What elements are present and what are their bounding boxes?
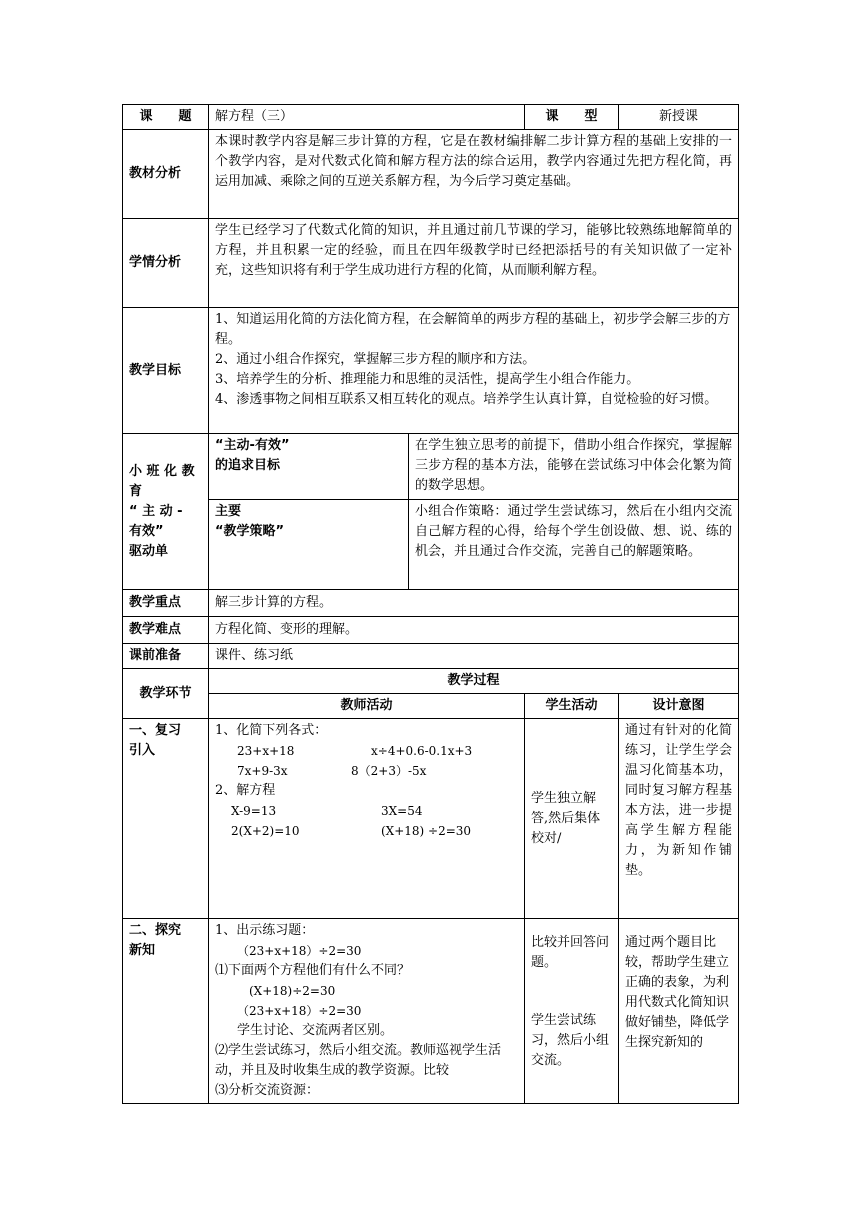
explore-row (123, 919, 739, 1104)
goal-item: 3、培养学生的分析、推理能力和思维的灵活性，提高学生小组合作能力。 (215, 372, 640, 387)
focus-label: 教学重点 (123, 590, 209, 617)
material-row (123, 130, 739, 219)
goal-item: 2、通过小组合作探究，掌握解三步方程的顺序和方法。 (215, 352, 536, 367)
focus-value: 解三步计算的方程。 (209, 590, 739, 617)
focus-row (123, 590, 739, 617)
lesson-plan-table (122, 104, 739, 1104)
strategy-sub-label: 主要 “教学策略” (209, 500, 409, 590)
prep-label: 课前准备 (123, 644, 209, 669)
process-label: 教学过程 (209, 669, 739, 694)
topic-value: 解方程（三） (209, 105, 525, 130)
goals-row (123, 308, 739, 434)
strategy-sub-text: 小组合作策略：通过学生尝试练习，然后在小组内交流自己解方程的心得，给每个学生创设做、想、说、练的机会，并且通过合作交流，完善自己的解题策略。 (409, 500, 739, 590)
goals-label: 教学目标 (123, 308, 209, 434)
type-value: 新授课 (619, 105, 739, 130)
explore-teacher-activity: 1、出示练习题： （23+x+18）÷2=30 ⑴下面两个方程他们有什么不同？ (X+18)÷2=30 （23+x+18）÷2=30 学生讨论、交流两者区别。 ⑵学生尝试练习，然后小组交流。教师巡视学生活动，并且及时收集生成的教学资源。比较 ⑶分析交流资源： (209, 919, 525, 1104)
goal-sub-label: “主动-有效” 的追求目标 (209, 434, 409, 500)
small-class-strategy-row (123, 500, 739, 590)
review-student-activity: 学生独立解答,然后集体校对/ (525, 719, 619, 919)
topic-label: 课 题 (123, 105, 209, 130)
learner-label: 学情分析 (123, 219, 209, 308)
prep-value: 课件、练习纸 (209, 644, 739, 669)
review-stage-label: 一、复习 引入 (123, 719, 209, 919)
goals-list (209, 308, 739, 434)
review-design-intent: 通过有针对的化简练习，让学生学会温习化简基本功，同时复习解方程基本方法，进一步提高学生解方程能力，为新知作铺垫。 (619, 719, 739, 919)
goal-item: 1、知道运用化简的方法化简方程，在会解简单的两步方程的基础上，初步学会解三步的方程。 (215, 312, 731, 347)
difficulty-label: 教学难点 (123, 617, 209, 644)
difficulty-row (123, 617, 739, 644)
intent-col-header: 设计意图 (619, 694, 739, 719)
student-col-header: 学生活动 (525, 694, 619, 719)
learner-text: 学生已经学习了代数式化简的知识，并且通过前几节课的学习，能够比较熟练地解简单的方程，并且积累一定的经验，而且在四年级教学时已经把添括号的有关知识做了一定补充，这些知识将有利于学生成功进行方程的化简，从而顺利解方程。 (209, 219, 739, 308)
difficulty-value: 方程化简、变形的理解。 (209, 617, 739, 644)
material-text: 本课时教学内容是解三步计算的方程，它是在教材编排解二步计算方程的基础上安排的一个教学内容，是对代数式化简和解方程方法的综合运用，教学内容通过先把方程化简，再运用加减、乘除之间的互逆关系解方程，为今后学习奠定基础。 (209, 130, 739, 219)
process-header-row (123, 669, 739, 694)
type-label: 课 型 (525, 105, 619, 130)
process-columns-row (123, 694, 739, 719)
teacher-col-header: 教师活动 (209, 694, 525, 719)
small-class-label: 小 班 化 教 育 “ 主 动 - 有效” 驱动单 (123, 434, 209, 590)
topic-row (123, 105, 739, 130)
prep-row (123, 644, 739, 669)
learner-row (123, 219, 739, 308)
goal-sub-text: 在学生独立思考的前提下，借助小组合作探究，掌握解三步方程的基本方法，能够在尝试练习中体会化繁为简的数学思想。 (409, 434, 739, 500)
stage-label: 教学环节 (123, 669, 209, 719)
small-class-goal-row (123, 434, 739, 500)
review-teacher-activity: 1、化简下列各式： 23+x+18 x÷4+0.6-0.1x+3 7x+9-3x 8（2+3）-5x 2、解方程 X-9=13 3X=54 2(X+2)=10 (X+18) ÷2=30 (209, 719, 525, 919)
explore-student-activity: 比较并回答问题。 学生尝试练习，然后小组交流。 (525, 919, 619, 1104)
goal-item: 4、渗透事物之间相互联系又相互转化的观点。培养学生认真计算，自觉检验的好习惯。 (215, 392, 718, 407)
explore-stage-label: 二、探究 新知 (123, 919, 209, 1104)
review-row (123, 719, 739, 919)
explore-design-intent: 通过两个题目比较，帮助学生建立正确的表象，为利用代数式化简知识做好铺垫，降低学生探究新知的 (619, 919, 739, 1104)
material-label: 教材分析 (123, 130, 209, 219)
